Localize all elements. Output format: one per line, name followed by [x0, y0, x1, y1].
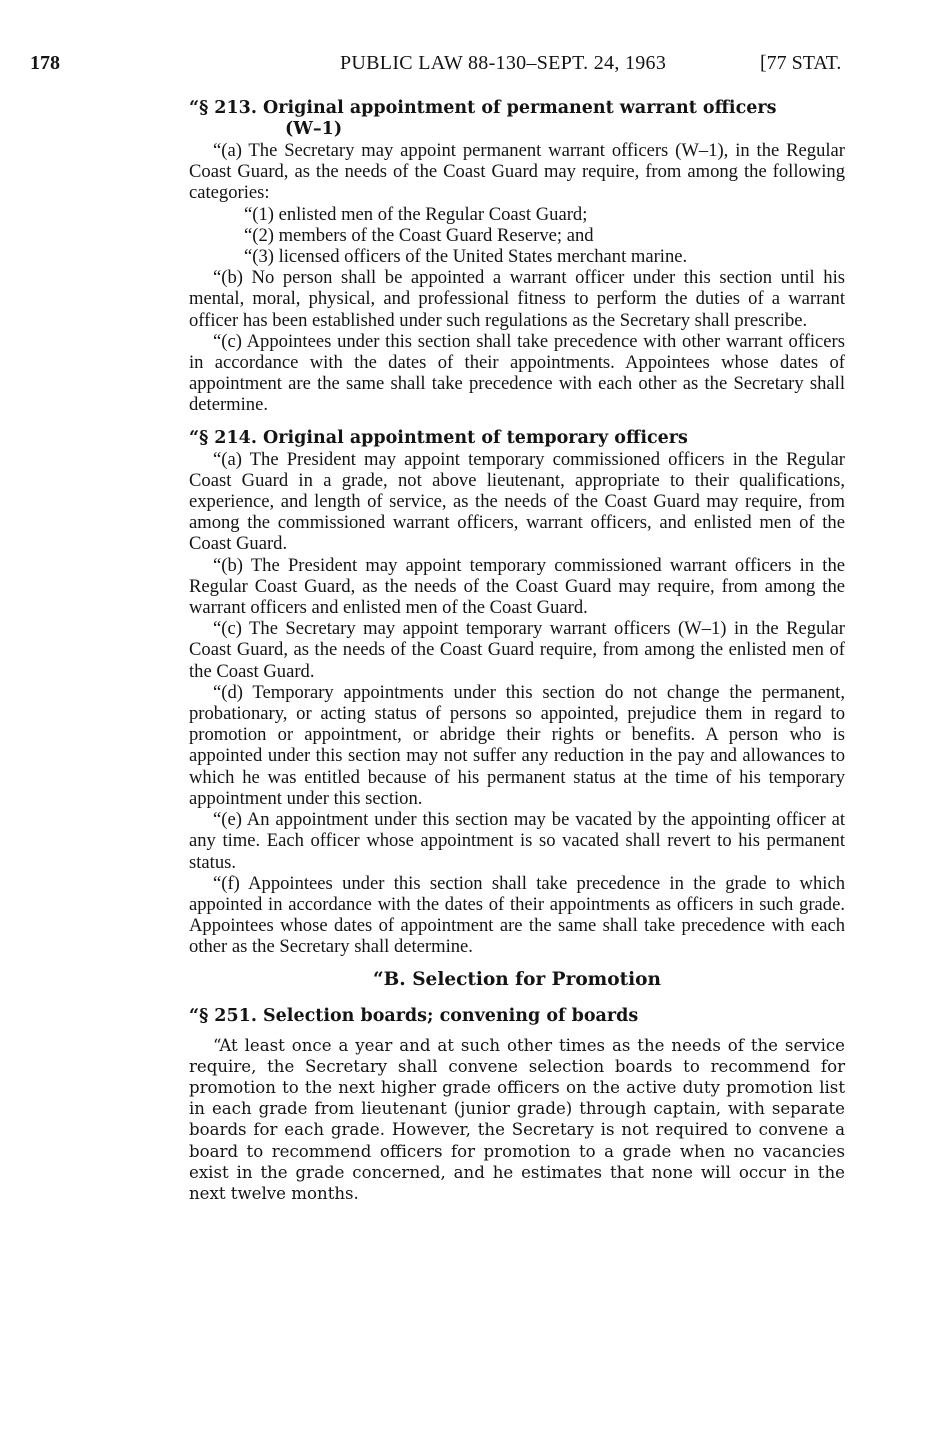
section-213-heading-line2: (W–1) [285, 119, 343, 139]
section-214-heading: “§ 214. Original appointment of temporary officers [189, 427, 688, 448]
section-214-para-c: “(c) The Secretary may appoint temporary warrant officers (W–1) in the Regular Coast Guard, as the needs of the Coast Guard require, from among the enlisted men of the Coast Guard. [189, 618, 845, 682]
section-213-item-3: “(3) licensed officers of the United States merchant marine. [244, 246, 688, 268]
body-text [189, 98, 845, 1221]
section-213-para-c: “(c) Appointees under this section shall take precedence with other warrant officers in accordance with the dates of their appointments. Appointees whose dates of appointment are the same shall take precedence with each other as the Secretary shall determine. [189, 330, 845, 416]
page-header [0, 52, 942, 82]
section-214-para-a: “(a) The President may appoint temporary commissioned officers in the Regular Coast Guard in a grade, not above lieutenant, appropriate to their qualifications, experience, and length of service, as the needs of the Coast Guard may require, from among the commissioned warrant officers, warrant officers, and enlisted men of the Coast Guard. [189, 448, 845, 555]
part-b-heading: “B. Selection for Promotion [373, 968, 661, 990]
section-213-para-a: “(a) The Secretary may appoint permanent warrant officers (W–1), in the Regular Coast Guard, as the needs of the Coast Guard may require, from among the following categories: [189, 140, 845, 204]
section-214-para-e: “(e) An appointment under this section may be vacated by the appointing officer at any time. Each officer whose appointment is so vacated shall revert to his permanent status. [189, 809, 845, 873]
section-213-heading [189, 98, 845, 140]
section-213-para-b: “(b) No person shall be appointed a warrant officer under this section until his mental, moral, physical, and professional fitness to perform the duties of a warrant officer has been established under such regulations as the Secretary shall prescribe. [189, 267, 845, 331]
section-213-item-1: “(1) enlisted men of the Regular Coast Guard; [244, 203, 588, 225]
section-251-para: “At least once a year and at such other times as the needs of the service require, the Secretary shall convene selection boards to recommend for promotion to the next higher grade officers on the active duty promotion list in each grade from lieutenant (junior grade) through captain, with separate boards for each grade. However, the Secretary is not required to convene a board to recommend officers for promotion to a grade when no vacancies exist in the grade concerned, and he estimates that none will occur in the next twelve months. [189, 1035, 845, 1203]
page-number: 178 [30, 52, 60, 74]
section-213-heading-line1: “§ 213. Original appointment of permanent warrant officers [189, 98, 777, 118]
statute-reference: [77 STAT. [760, 52, 842, 74]
section-213-item-2: “(2) members of the Coast Guard Reserve; and [244, 224, 594, 246]
running-head: PUBLIC LAW 88-130–SEPT. 24, 1963 [340, 52, 667, 74]
section-251-heading: “§ 251. Selection boards; convening of boards [189, 1005, 639, 1026]
section-214-para-b: “(b) The President may appoint temporary commissioned warrant officers in the Regular Coast Guard, as the needs of the Coast Guard may require, from among the warrant officers and enlisted men of the Coast Guard. [189, 554, 845, 619]
section-214-para-d: “(d) Temporary appointments under this section do not change the permanent, probationary, or acting status of persons so appointed, prejudice them in regard to promotion or appointment, or abridge their rights or benefits. A person who is appointed under this section may not suffer any reduction in the pay and allowances to which he was entitled because of his permanent status at the time of his temporary appointment under this section. [189, 681, 845, 809]
section-214-para-f: “(f) Appointees under this section shall take precedence in the grade to which appointed in accordance with the dates of their appointments as officers in such grade. Appointees whose dates of appointment are the same shall take precedence with each other as the Secretary shall determine. [189, 872, 845, 958]
